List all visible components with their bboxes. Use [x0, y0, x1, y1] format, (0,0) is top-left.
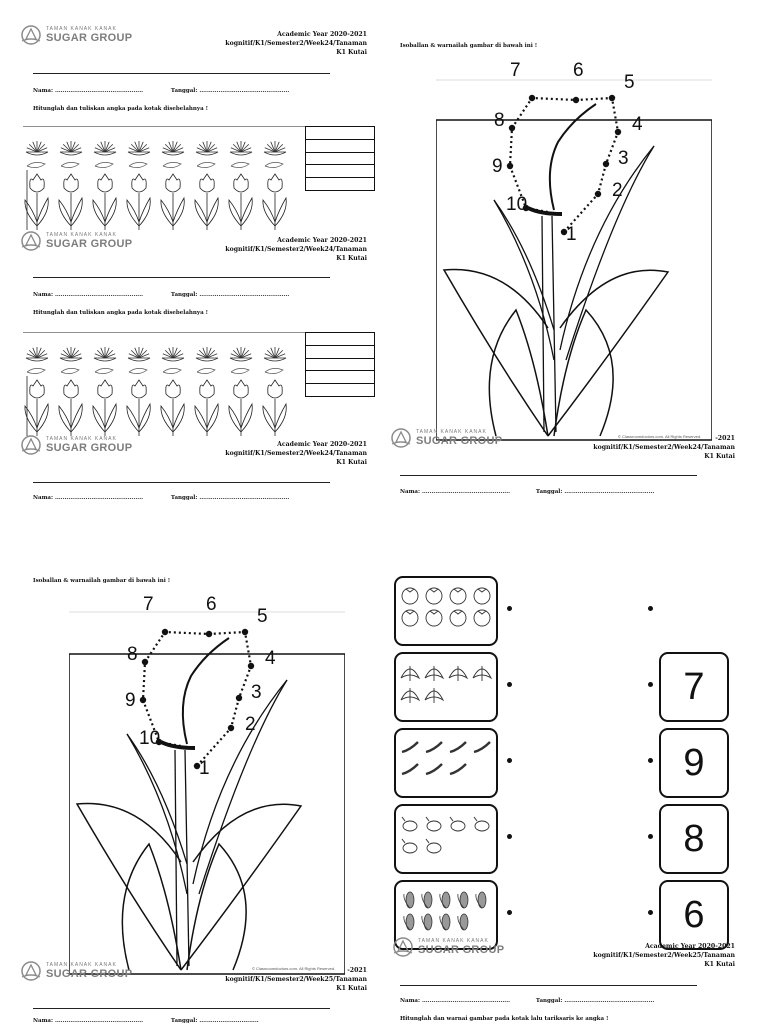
- sprout-icon: [129, 368, 147, 373]
- sprout-icon: [61, 162, 79, 167]
- school-logo: [20, 230, 132, 252]
- name-field[interactable]: ..............................................: [54, 88, 144, 94]
- academic-year: Academic Year 2020-2021: [277, 31, 367, 38]
- logo-name: SUGAR GROUP: [46, 968, 133, 980]
- tulip-icon: [127, 174, 150, 230]
- sprout-icon: [129, 162, 147, 167]
- logo-emblem-icon: [20, 434, 42, 456]
- academic-year: -2021: [715, 435, 735, 442]
- copyright: © Classroomdoctors.com. All Rights Reserved.: [252, 966, 336, 971]
- number-card[interactable]: 8: [659, 804, 729, 874]
- sprout-icon: [197, 162, 215, 167]
- tulip-dot[interactable]: [573, 97, 579, 103]
- tulip-dot[interactable]: [595, 191, 601, 197]
- academic-year: Academic Year 2020-2021: [277, 237, 367, 244]
- flower-icon: [26, 347, 48, 361]
- logo-name: SUGAR GROUP: [46, 238, 133, 250]
- sprout-icon: [197, 368, 215, 373]
- name-field[interactable]: ..............................................: [54, 292, 144, 298]
- divider: [400, 985, 697, 986]
- name-label: Nama:: [33, 292, 54, 298]
- tulip-number: 5: [257, 606, 268, 627]
- tulip-number: 8: [494, 110, 505, 131]
- tulip-dot[interactable]: [236, 695, 242, 701]
- logo-tagline: TAMAN KANAK KANAK: [46, 232, 117, 238]
- logo-tagline: TAMAN KANAK KANAK: [418, 938, 489, 944]
- tulip-dot[interactable]: [228, 725, 234, 731]
- school-logo: [20, 960, 132, 982]
- date-field[interactable]: ...............................................: [564, 998, 655, 1004]
- class-name: K1 Kutai: [336, 459, 367, 466]
- name-date-row: [33, 292, 289, 298]
- name-field[interactable]: ..............................................: [421, 489, 511, 495]
- sheet-header: [225, 236, 367, 263]
- logo-name: SUGAR GROUP: [418, 944, 505, 956]
- sheet-code: kognitif/K1/Semester2/Week24/Tanaman: [225, 450, 367, 457]
- divider: [33, 482, 330, 483]
- name-date-row: [33, 88, 289, 94]
- match-dot-right[interactable]: [648, 606, 653, 611]
- school-logo: [20, 24, 132, 46]
- tulip-dot[interactable]: [529, 95, 535, 101]
- sheet-header: [593, 942, 735, 969]
- tulip-icon: [25, 174, 48, 230]
- logo-emblem-icon: [390, 427, 412, 449]
- picture-card-leaf[interactable]: [394, 652, 498, 722]
- tulip-number: 5: [624, 72, 635, 93]
- name-label: Nama:: [400, 998, 421, 1004]
- tulip-dot[interactable]: [206, 631, 212, 637]
- logo-emblem-icon: [20, 230, 42, 252]
- sprout-icon: [27, 368, 45, 373]
- sheet-code: kognitif/K1/Semester2/Week25/Tanaman: [593, 952, 735, 959]
- logo-emblem-icon: [20, 960, 42, 982]
- tulip-icon: [263, 380, 286, 436]
- tulip-dot[interactable]: [615, 129, 621, 135]
- flower-row: [25, 347, 286, 436]
- school-logo: [20, 434, 132, 456]
- instruction: Hitunglah dan warnai gambar pada kotak lalu tariksaris ke angka !: [400, 1016, 609, 1022]
- sprout-icon: [163, 368, 181, 373]
- match-dot-right[interactable]: [648, 910, 653, 915]
- tulip-icon: [195, 380, 218, 436]
- tulip-icon: [229, 380, 252, 436]
- picture-card-chili[interactable]: [394, 728, 498, 798]
- sheet-header: [225, 440, 367, 467]
- name-label: Nama:: [33, 1018, 54, 1024]
- logo-emblem-icon: [392, 936, 414, 958]
- class-name: K1 Kutai: [336, 255, 367, 262]
- number-card[interactable]: 9: [659, 728, 729, 798]
- flower-icon: [264, 141, 286, 155]
- tulip-number: 3: [618, 148, 629, 169]
- flower-icon: [60, 347, 82, 361]
- divider: [400, 475, 697, 476]
- match-dot-right[interactable]: [648, 682, 653, 687]
- flower-icon: [128, 347, 150, 361]
- flower-icon: [196, 141, 218, 155]
- date-field[interactable]: ...............................................: [199, 292, 290, 298]
- instruction: Hitunglah dan tuliskan angka pada kotak disebelahnya !: [33, 310, 209, 316]
- date-field[interactable]: ...............................................: [199, 88, 290, 94]
- tulip-number: 3: [251, 682, 262, 703]
- divider: [33, 277, 330, 278]
- date-label: Tanggal:: [170, 495, 198, 501]
- match-dot-left[interactable]: [507, 758, 512, 763]
- tulip-icon: [127, 380, 150, 436]
- date-label: Tanggal:: [170, 1018, 198, 1024]
- flower-icon: [162, 141, 184, 155]
- flower-icon: [196, 347, 218, 361]
- tulip-icon: [59, 380, 82, 436]
- sheet-code: kognitif/K1/Semester2/Week25/Tanaman: [225, 976, 367, 983]
- instruction: Isoballan & warnailah gambar di bawah ini !: [33, 578, 171, 584]
- logo-tagline: TAMAN KANAK KANAK: [46, 26, 117, 32]
- tulip-number: 2: [612, 180, 623, 201]
- answer-boxes[interactable]: [305, 332, 375, 397]
- tulip-drawing: [69, 594, 345, 974]
- divider: [33, 1008, 330, 1009]
- name-date-row: [400, 998, 654, 1004]
- picture-card-eggplant[interactable]: [394, 804, 498, 874]
- tulip-number: 4: [632, 114, 643, 135]
- eggplant-icon: [396, 806, 496, 872]
- date-label: Tanggal:: [535, 489, 563, 495]
- tulip-number: 10: [506, 194, 528, 215]
- flower-icon: [264, 347, 286, 361]
- class-name: K1 Kutai: [336, 49, 367, 56]
- tulip-icon: [59, 174, 82, 230]
- tulip-number: 6: [573, 60, 584, 81]
- sprout-icon: [61, 368, 79, 373]
- date-label: Tanggal:: [170, 88, 198, 94]
- name-label: Nama:: [400, 489, 421, 495]
- flower-icon: [94, 347, 116, 361]
- tulip-icon: [229, 174, 252, 230]
- divider: [33, 73, 330, 74]
- name-label: Nama:: [33, 495, 54, 501]
- flower-icon: [60, 141, 82, 155]
- name-field[interactable]: ..............................................: [54, 495, 144, 501]
- logo-tagline: TAMAN KANAK KANAK: [46, 436, 117, 442]
- tulip-icon: [161, 380, 184, 436]
- tulip-icon: [25, 380, 48, 436]
- tulip-dot[interactable]: [509, 125, 515, 131]
- chili-icon: [396, 730, 496, 796]
- tulip-number: 9: [125, 690, 136, 711]
- class-name: K1 Kutai: [336, 985, 367, 992]
- tulip-number: 2: [245, 714, 256, 735]
- academic-year: -2021: [347, 967, 367, 974]
- tulip-dot[interactable]: [142, 659, 148, 665]
- date-label: Tanggal:: [535, 998, 563, 1004]
- tulip-dot[interactable]: [248, 663, 254, 669]
- sheet-code: kognitif/K1/Semester2/Week24/Tanaman: [225, 246, 367, 253]
- tulip-number: 7: [143, 594, 154, 615]
- tulip-dot[interactable]: [609, 95, 615, 101]
- picture-card-tomato[interactable]: [394, 576, 498, 646]
- sheet-header: [225, 30, 367, 57]
- logo-tagline: TAMAN KANAK KANAK: [46, 962, 117, 968]
- sprout-icon: [231, 368, 249, 373]
- instruction: Isoballan & warnailah gambar di bawah ini !: [400, 43, 538, 49]
- sprout-icon: [95, 368, 113, 373]
- tulip-dot[interactable]: [140, 697, 146, 703]
- flower-icon: [26, 141, 48, 155]
- tulip-icon: [93, 174, 116, 230]
- answer-boxes[interactable]: [305, 126, 375, 191]
- tulip-dot[interactable]: [507, 163, 513, 169]
- tulip-dot[interactable]: [603, 161, 609, 167]
- flower-icon: [128, 141, 150, 155]
- name-field[interactable]: ..............................................: [54, 1018, 144, 1024]
- name-date-row: [33, 495, 289, 501]
- match-dot-left[interactable]: [507, 834, 512, 839]
- sheet-header: [593, 434, 735, 461]
- match-dot-left[interactable]: [507, 606, 512, 611]
- logo-name: SUGAR GROUP: [46, 442, 133, 454]
- tulip-icon: [263, 174, 286, 230]
- sprout-icon: [231, 162, 249, 167]
- name-label: Nama:: [33, 88, 54, 94]
- counting-illustration: [23, 332, 305, 440]
- number-card[interactable]: 7: [659, 652, 729, 722]
- name-field[interactable]: ..............................................: [421, 998, 511, 1004]
- flower-icon: [230, 347, 252, 361]
- leaf-icon: [396, 654, 496, 720]
- date-field[interactable]: ...............................................: [564, 489, 655, 495]
- tulip-number: 1: [566, 224, 577, 245]
- instruction: Hitunglah dan tuliskan angka pada kotak disebelahnya !: [33, 106, 209, 112]
- sprout-icon: [163, 162, 181, 167]
- sprout-icon: [265, 162, 283, 167]
- match-dot-right[interactable]: [648, 758, 653, 763]
- school-logo: [392, 936, 504, 958]
- tulip-number: 8: [127, 644, 138, 665]
- date-field[interactable]: ...............................................: [199, 495, 290, 501]
- tulip-number: 7: [510, 60, 521, 81]
- logo-tagline: TAMAN KANAK KANAK: [416, 429, 487, 435]
- counting-illustration: [23, 126, 305, 234]
- class-name: K1 Kutai: [704, 453, 735, 460]
- sprout-icon: [95, 162, 113, 167]
- date-label: Tanggal:: [170, 292, 198, 298]
- sheet-code: kognitif/K1/Semester2/Week24/Tanaman: [225, 40, 367, 47]
- academic-year: Academic Year 2020-2021: [277, 441, 367, 448]
- logo-emblem-icon: [20, 24, 42, 46]
- flower-icon: [94, 141, 116, 155]
- sprout-icon: [27, 162, 45, 167]
- sheet-header: [225, 966, 367, 993]
- school-logo: [390, 427, 502, 449]
- tulip-number: 10: [139, 728, 161, 749]
- flower-icon: [230, 141, 252, 155]
- flower-row: [25, 141, 286, 230]
- date-field[interactable]: ...............................: [199, 1018, 259, 1024]
- copyright: © Classroomdoctors.com. All Rights Reserved.: [618, 434, 702, 439]
- logo-name: SUGAR GROUP: [416, 435, 503, 447]
- sheet-code: kognitif/K1/Semester2/Week24/Tanaman: [593, 444, 735, 451]
- sprout-icon: [265, 368, 283, 373]
- name-date-row: [400, 489, 654, 495]
- tulip-icon: [195, 174, 218, 230]
- tulip-drawing: [436, 60, 712, 440]
- match-dot-left[interactable]: [507, 910, 512, 915]
- tulip-number: 1: [199, 758, 210, 779]
- tulip-dot[interactable]: [162, 629, 168, 635]
- tulip-number: 9: [492, 156, 503, 177]
- tulip-dot-to-dot: [69, 594, 345, 976]
- tulip-icon: [93, 380, 116, 436]
- tulip-number: 6: [206, 594, 217, 615]
- logo-name: SUGAR GROUP: [46, 32, 133, 44]
- academic-year: Academic Year 2020-2021: [645, 943, 735, 950]
- tulip-dot[interactable]: [242, 629, 248, 635]
- tulip-number: 4: [265, 648, 276, 669]
- flower-icon: [162, 347, 184, 361]
- match-dot-left[interactable]: [507, 682, 512, 687]
- name-date-row: [33, 1018, 259, 1024]
- match-dot-right[interactable]: [648, 834, 653, 839]
- class-name: K1 Kutai: [704, 961, 735, 968]
- tomato-icon: [396, 578, 496, 644]
- tulip-dot-to-dot: [436, 60, 712, 442]
- number-card[interactable]: 6: [659, 880, 729, 950]
- tulip-icon: [161, 174, 184, 230]
